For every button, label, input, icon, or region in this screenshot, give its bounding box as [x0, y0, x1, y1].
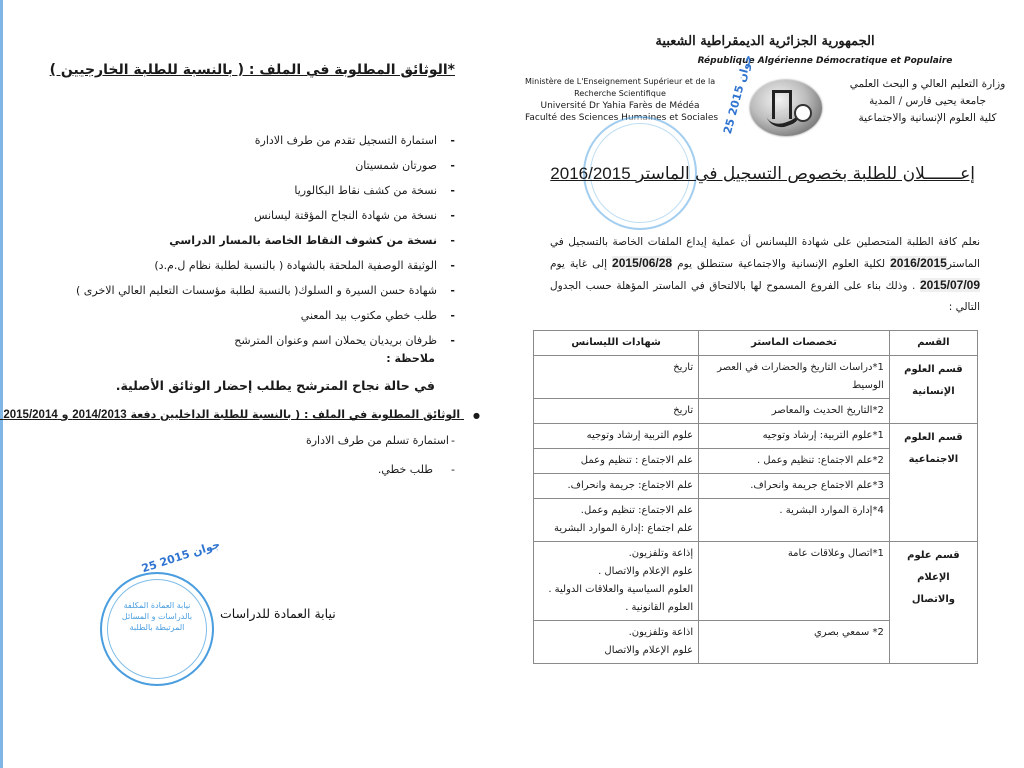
- intro-part-3: إلى غاية يوم: [550, 258, 608, 270]
- specialty-cell: 3*علم الاجتماع جريمة وانحراف.: [699, 474, 890, 499]
- intro-year: 2016/2015: [890, 256, 947, 270]
- internal-year-2: 2015/2014: [3, 409, 58, 421]
- internal-list-item: - استمارة تسلم من طرف الادارة: [306, 434, 455, 447]
- intro-part-4: . وذلك بناء على الفروع المسموح لها بالالتحاق في الماستر المؤهلة حسب الجدول التالي :: [550, 280, 980, 313]
- license-item: علم الاجتماع: تنظيم وعمل.: [580, 505, 694, 516]
- announcement-page: [525, 20, 1015, 740]
- list-item: - طلب خطي مكتوب بيد المعني: [25, 303, 455, 328]
- republic-title-fr: République Algérienne Démocratique et Populaire: [697, 56, 953, 66]
- internal-list-item: - طلب خطي.: [378, 463, 455, 476]
- announcement-title: [550, 164, 975, 184]
- list-item: - ظرفان بريديان يحملان اسم وعنوان المترشح: [25, 328, 455, 353]
- specialty-cell: 1*دراسات التاريخ والحضارات في العصر الوسيط: [699, 356, 890, 399]
- logo-circle-icon: [794, 104, 812, 122]
- license-item: اذاعة وتلفزيون.: [628, 627, 694, 638]
- specialty-cell: 1*علوم التربية: إرشاد وتوجيه: [699, 424, 890, 449]
- announcement-year: 2016/2015: [550, 164, 631, 183]
- internal-year-1: 2014/2013: [72, 409, 127, 421]
- faculty-ar: كلية العلوم الإنسانية والاجتماعية: [858, 112, 997, 124]
- start-date: 2015/06/28: [612, 256, 673, 270]
- official-stamp-icon: [100, 572, 214, 686]
- department-cell: قسم علوم الإعلام والاتصال: [889, 542, 977, 664]
- license-item: العلوم القانونية .: [625, 602, 694, 613]
- license-item: تاريخ: [673, 405, 694, 416]
- stamp-date: 25 جوان 2015: [721, 53, 755, 136]
- internal-title-text: الوثائق المطلوبة في الملف : ( بالنسبة للطلبة الداخليين دفعة: [130, 408, 461, 421]
- announcement-title-text: إعـــــــلان للطلبة بخصوص التسجيل في الماستر: [636, 164, 975, 184]
- ministry-fr-2: Recherche Scientifique: [574, 89, 666, 98]
- license-cell: [534, 499, 699, 542]
- intro-part-1: نعلم كافة الطلبة المتحصلين على شهادة الليسانس أن عملية إيداع الملفات الخاصة بالتسجيل في الماستر: [550, 236, 980, 270]
- license-cell: [534, 621, 699, 664]
- header-department: القسم: [889, 331, 977, 356]
- department-cell: قسم العلوم الاجتماعية: [889, 424, 977, 542]
- table-row: [534, 542, 978, 621]
- header-license: شهادات الليسانس: [534, 331, 699, 356]
- license-item: علم اجتماع :إدارة الموارد البشرية: [553, 523, 694, 534]
- ministry-fr-1: Ministère de L'Enseignement Supérieur et de la: [525, 77, 716, 86]
- university-logo: [750, 80, 822, 136]
- external-docs-title: *الوثائق المطلوبة في الملف : ( بالنسبة للطلبة الخارجيين ): [49, 62, 455, 78]
- license-cell: [534, 542, 699, 621]
- license-cell: [534, 424, 699, 449]
- internal-conj: و: [61, 408, 69, 421]
- list-item: - استمارة التسجيل تقدم من طرف الادارة: [25, 128, 455, 153]
- specialty-cell: 2*التاريخ الحديث والمعاصر: [699, 399, 890, 424]
- ministry-ar: وزارة التعليم العالي و البحث العلمي: [849, 78, 1006, 90]
- institution-header-fr: [525, 76, 719, 124]
- list-item: - نسخة من كشوف النقاط الخاصة بالمسار الدراسي: [25, 228, 455, 253]
- license-item: علم الاجتماع: جريمة وانحراف.: [567, 480, 694, 491]
- specialty-cell: 2*علم الاجتماع: تنظيم وعمل .: [699, 449, 890, 474]
- specialty-cell: 2* سمعي بصري: [699, 621, 890, 664]
- intro-part-2: لكلية العلوم الإنسانية والاجتماعية ستنطلق يوم: [677, 258, 886, 270]
- stamp-date: 25 جوان 2015: [139, 537, 222, 576]
- header-specialty: تخصصات الماستر: [699, 331, 890, 356]
- scan-edge-line: [0, 0, 3, 768]
- end-date: 2015/07/09: [919, 278, 980, 292]
- announcement-intro: [550, 232, 980, 318]
- table-header-row: [534, 331, 978, 356]
- license-item: علوم التربية إرشاد وتوجيه: [586, 430, 694, 441]
- license-item: علوم الإعلام والاتصال: [604, 645, 694, 656]
- list-item: - شهادة حسن السيرة و السلوك( بالنسبة لطلبة مؤسسات التعليم العالي الاخرى ): [25, 278, 455, 303]
- external-docs-list: [25, 128, 455, 353]
- license-item: تاريخ: [673, 362, 694, 373]
- university-fr: Université Dr Yahia Farès de Médéa: [540, 101, 700, 111]
- list-item: - نسخة من كشف نقاط البكالوريا: [25, 178, 455, 203]
- signature-text: نيابة العمادة للدراسات: [220, 606, 336, 621]
- license-cell: [534, 399, 699, 424]
- note-text: في حالة نجاح المترشح يطلب إحضار الوثائق الأصلية.: [115, 378, 435, 393]
- license-item: علوم الإعلام والاتصال .: [598, 566, 694, 577]
- table-row: [534, 424, 978, 449]
- note-label: ملاحظة :: [386, 352, 435, 365]
- university-ar: جامعة يحيى فارس / المدية: [869, 95, 986, 107]
- license-cell: [534, 356, 699, 399]
- list-item: - الوثيقة الوصفية الملحقة بالشهادة ( بالنسبة لطلبة نظام ل.م.د): [25, 253, 455, 278]
- list-item: - نسخة من شهادة النجاح المؤقتة ليسانس: [25, 203, 455, 228]
- license-item: علم الاجتماع : تنظيم وعمل: [580, 455, 694, 466]
- department-cell: قسم العلوم الإنسانية: [889, 356, 977, 424]
- license-item: إذاعة وتلفزيون.: [628, 548, 694, 559]
- table-row: [534, 356, 978, 399]
- stamp-text: نيابة العمادة المكلفة بالدراسات و المسائل المرتبطة بالطلبة: [121, 601, 193, 633]
- license-cell: [534, 474, 699, 499]
- documents-page: [3, 40, 500, 740]
- license-item: العلوم السياسية والعلاقات الدولية .: [548, 584, 694, 595]
- master-specialties-table: [533, 330, 978, 664]
- specialty-cell: 4*إدارة الموارد البشرية .: [699, 499, 890, 542]
- internal-docs-title: [0, 408, 480, 421]
- license-cell: [534, 449, 699, 474]
- specialty-cell: 1*اتصال وعلاقات عامة: [699, 542, 890, 621]
- institution-header-ar: [840, 76, 1015, 127]
- list-item: - صورتان شمسيتان: [25, 153, 455, 178]
- faculty-fr: Faculté des Sciences Humaines et Sociales: [525, 113, 719, 123]
- republic-title-ar: الجمهورية الجزائرية الديمقراطية الشعبية: [655, 34, 875, 49]
